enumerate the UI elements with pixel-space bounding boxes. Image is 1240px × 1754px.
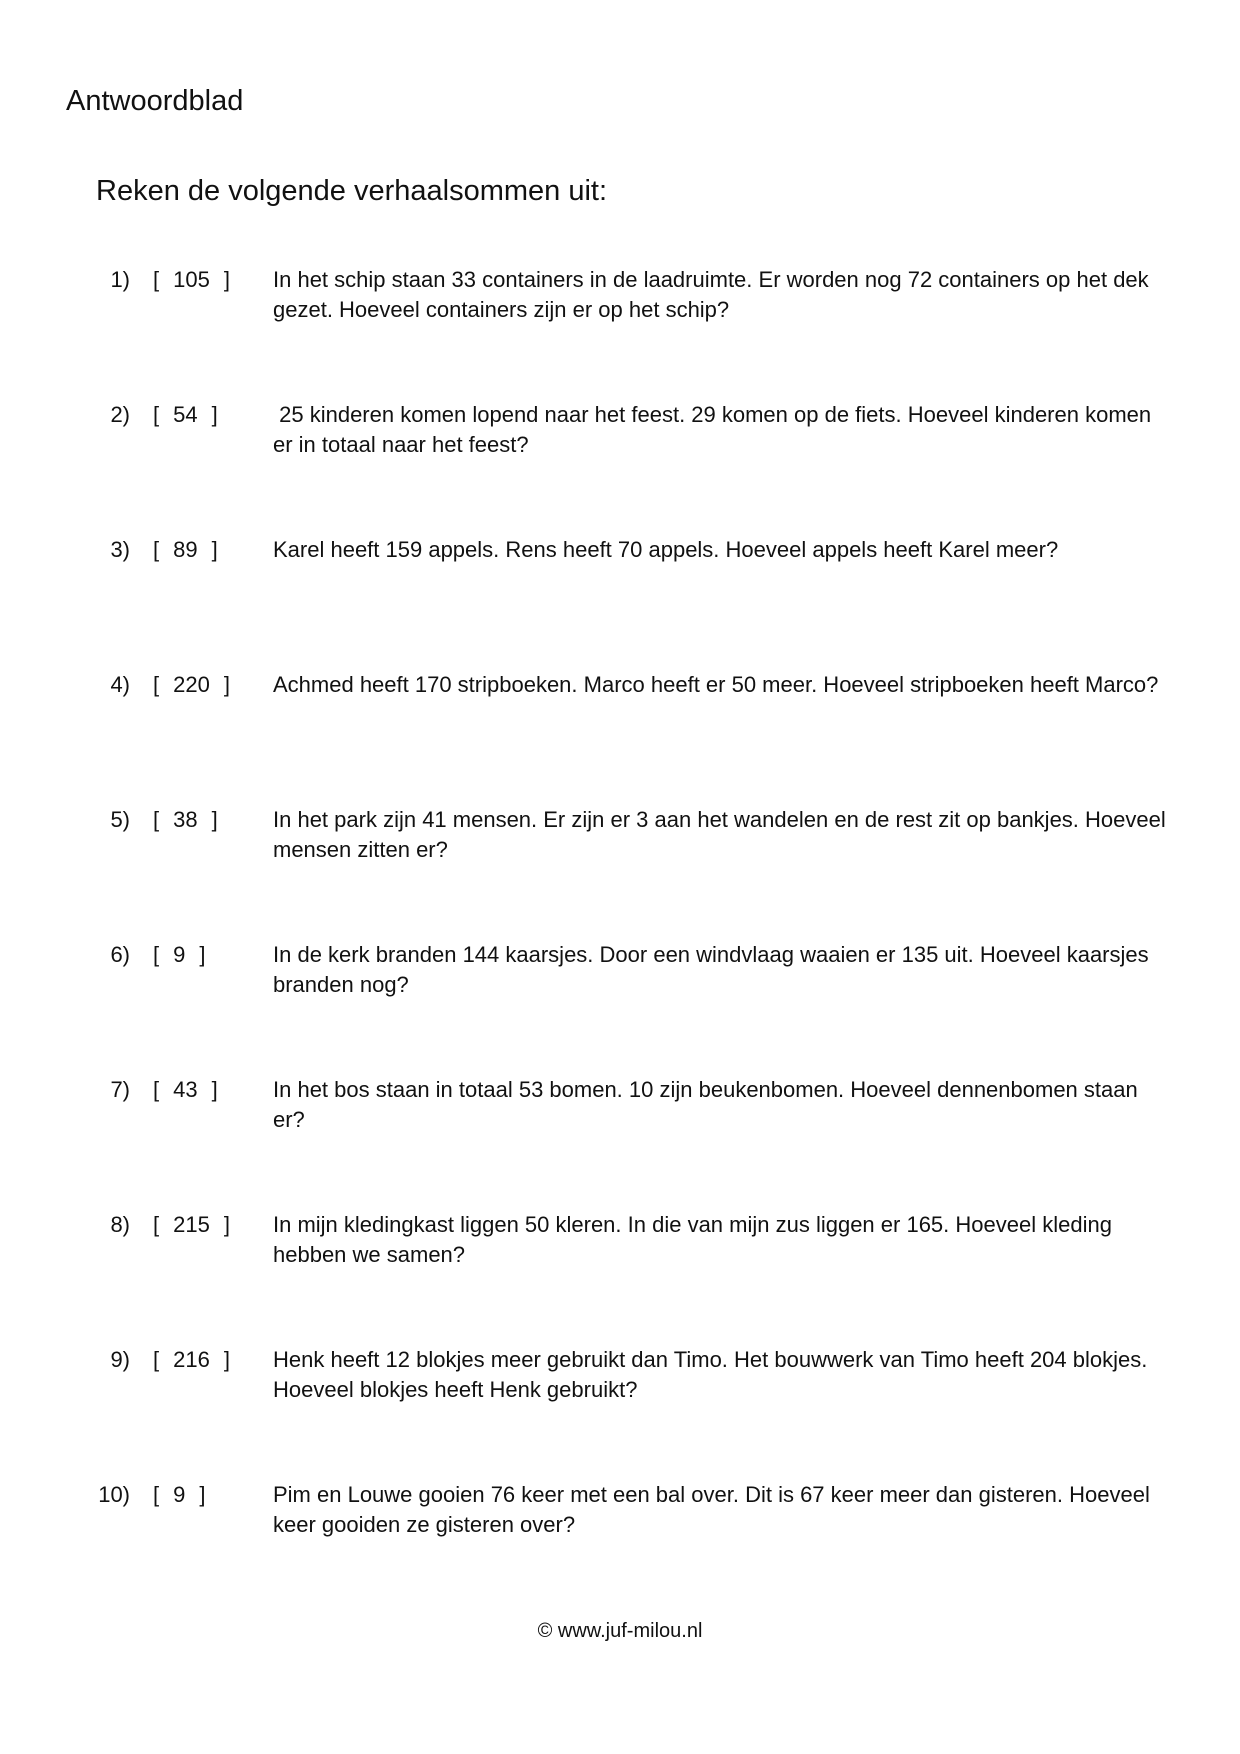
question-number: 10): [98, 1482, 130, 1507]
question-item: [0, 1210, 1240, 1290]
question-item: [0, 1345, 1240, 1425]
question-number: 1): [110, 267, 130, 292]
question-text: In het park zijn 41 mensen. Er zijn er 3 aan het wandelen en de rest zit op bankjes. Hoeveel mensen zitten er?: [273, 807, 1166, 862]
question-item: [0, 265, 1240, 345]
question-number: 2): [110, 402, 130, 427]
question-number: 6): [110, 942, 130, 967]
answer-value: 9: [173, 942, 186, 967]
question-text: In de kerk branden 144 kaarsjes. Door een windvlaag waaien er 135 uit. Hoeveel kaarsjes branden nog?: [273, 942, 1149, 997]
answer-box: [ 220 ]: [153, 670, 230, 700]
question-number: 3): [110, 537, 130, 562]
question-item: [0, 805, 1240, 885]
answer-box: [ 215 ]: [153, 1210, 230, 1240]
answer-value: 89: [173, 537, 198, 562]
question-text: In mijn kledingkast liggen 50 kleren. In die van mijn zus liggen er 165. Hoeveel kleding hebben we samen?: [273, 1212, 1112, 1267]
answer-box: [ 89 ]: [153, 535, 218, 565]
question-text: Achmed heeft 170 stripboeken. Marco heeft er 50 meer. Hoeveel stripboeken heeft Marco?: [273, 672, 1159, 697]
question-text: Pim en Louwe gooien 76 keer met een bal over. Dit is 67 keer meer dan gisteren. Hoeveel keer gooiden ze gisteren over?: [273, 1482, 1150, 1537]
question-text: In het bos staan in totaal 53 bomen. 10 zijn beukenbomen. Hoeveel dennenbomen staan er?: [273, 1077, 1138, 1132]
question-text: Henk heeft 12 blokjes meer gebruikt dan Timo. Het bouwwerk van Timo heeft 204 blokjes. Hoeveel blokjes heeft Henk gebruikt?: [273, 1347, 1148, 1402]
answer-value: 216: [173, 1347, 210, 1372]
answer-value: 54: [173, 402, 198, 427]
instruction-heading: Reken de volgende verhaalsommen uit:: [96, 175, 608, 207]
answer-box: [ 38 ]: [153, 805, 218, 835]
question-item: [0, 670, 1240, 750]
answer-value: 105: [173, 267, 210, 292]
question-text: In het schip staan 33 containers in de laadruimte. Er worden nog 72 containers op het dek gezet. Hoeveel containers zijn er op het schip?: [273, 267, 1149, 322]
answer-value: 220: [173, 672, 210, 697]
question-text: Karel heeft 159 appels. Rens heeft 70 appels. Hoeveel appels heeft Karel meer?: [273, 537, 1059, 562]
question-item: [0, 1075, 1240, 1155]
answer-box: [ 105 ]: [153, 265, 230, 295]
question-number: 9): [110, 1347, 130, 1372]
answer-box: [ 54 ]: [153, 400, 218, 430]
answer-value: 38: [173, 807, 198, 832]
answer-box: [ 43 ]: [153, 1075, 218, 1105]
page-title: Antwoordblad: [66, 85, 244, 117]
question-number: 4): [110, 672, 130, 697]
question-item: [0, 400, 1240, 480]
answer-value: 43: [173, 1077, 198, 1102]
question-item: [0, 940, 1240, 1020]
question-item: [0, 1480, 1240, 1560]
question-text: 25 kinderen komen lopend naar het feest. 29 komen op de fiets. Hoeveel kinderen komen er in totaal naar het feest?: [273, 402, 1158, 457]
answer-box: [ 9 ]: [153, 940, 206, 970]
answer-box: [ 9 ]: [153, 1480, 206, 1510]
answer-value: 9: [173, 1482, 186, 1507]
question-number: 5): [110, 807, 130, 832]
question-number: 8): [110, 1212, 130, 1237]
question-number: 7): [110, 1077, 130, 1102]
question-item: [0, 535, 1240, 615]
copyright-footer: © www.juf-milou.nl: [537, 1620, 703, 1642]
answer-box: [ 216 ]: [153, 1345, 230, 1375]
answer-value: 215: [173, 1212, 210, 1237]
